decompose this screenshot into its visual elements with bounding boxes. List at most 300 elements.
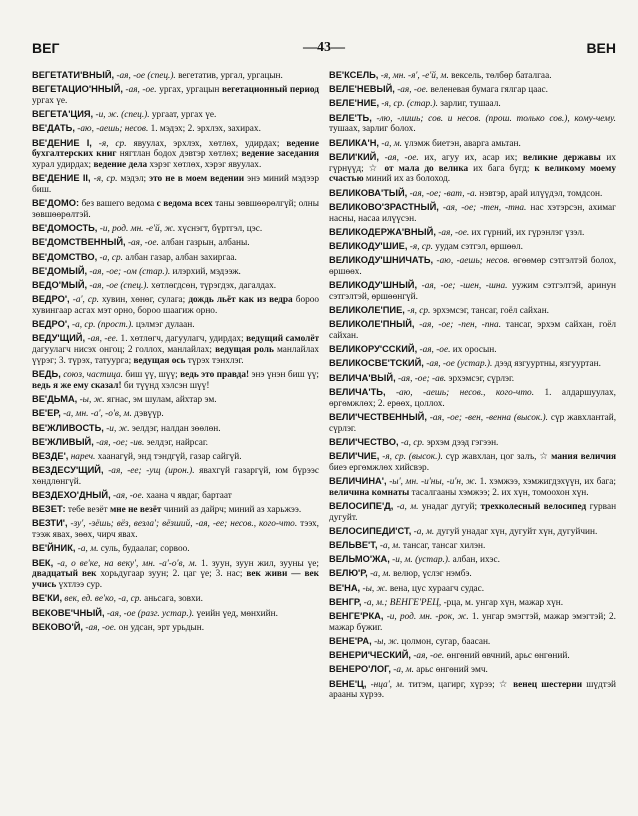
grammar-note: -я, ср. [93,174,118,185]
dictionary-entry [329,70,616,82]
dictionary-entry [32,70,319,82]
grammar-note: -а, о ве'ке, на веку', мн. -а'-о'в, м. [57,558,198,569]
dictionary-entry [329,241,616,253]
grammar-note: -ая, -ее. [87,334,119,345]
dictionary-entry [32,490,319,502]
dictionary-entry [329,358,616,370]
translation: эелдэг, налдан зөөлөн. [131,423,221,434]
translation: биш үү, шүү; [125,370,178,381]
translation: нэвтэр, арай илүүдэл, томдсон. [479,188,603,199]
page-header [32,40,616,60]
grammar-note: -а, ср. [400,437,425,448]
grammar-note: век, ед. ве'ко, -а, ср. [64,594,142,605]
translation: явуулах, эрхлэх, хөтлөх, удирдах; [133,138,280,149]
dictionary-entry [329,526,616,538]
headword: ВЕЛИЧА'ВЫЙ, [329,372,396,383]
dictionary-entry [32,408,319,420]
headword: ВЕГЕТА'ЦИЯ, [32,109,94,120]
grammar-note: -зу', -зёшь; вёз, везла'; вёзший, -ая, -ее; несов., кого-что. [70,519,298,530]
grammar-note: -ая, -ое; -ив. [96,437,145,448]
right-column [329,70,616,808]
headword: ВЕ'КСЕЛЬ, [329,70,379,80]
dictionary-entry [329,476,616,499]
dictionary-entry [329,554,616,566]
dictionary-entry [32,173,319,196]
headword: ВЕЛОСИПЕДИ'СТ, [329,525,412,536]
translation: арьс өнгөний эмч. [416,665,488,676]
translation: их бага бүгд; [473,163,530,174]
translation: олны зөвшөөрөлтэй. [32,199,319,221]
headword: ВЕЛИКА'Н, [329,137,380,148]
dictionary-entry [329,319,616,342]
dictionary-entry [32,518,319,541]
translation: албан газрын, албаны. [161,238,250,249]
headword: ВЕ'ДАТЬ, [32,123,75,134]
headword: ВЕЛЕ'ТЬ, [329,112,372,123]
translation: цолмон, сугар, баасан. [401,636,491,647]
dictionary-entry [329,650,616,662]
headword: ВЕЛЮ'Р, [329,568,368,579]
example-phrase: венец шестерни [513,679,583,690]
grammar-note: -я, ср. [98,138,127,149]
header-right-guide: ВЕН [586,40,616,56]
headword: ВЕНГР, [329,596,362,607]
dictionary-entry [329,84,616,96]
headword: ВЕДО'МЫЙ, [32,280,88,291]
headword: ВЕ'НА, [329,582,361,593]
dictionary-entry [32,451,319,463]
example-phrase: дождь льёт как из ведра [188,295,293,306]
grammar-note: -ая, -ое (спец.). [89,281,149,292]
translation: шүдтэй арааны хүрээ. [329,679,616,701]
headword: ВЕЛИ'ЧЕСТВЕННЫЙ, [329,411,427,422]
grammar-note: -ая, -ое; -ав. [398,373,447,384]
translation: ургах үе. [32,95,68,106]
dictionary-entry [32,504,319,516]
headword: ВЕЛИКОЛЕ'ПИЕ, [329,305,405,316]
translation: суль, будаалаг, сорвоо. [100,544,190,555]
translation: өнгөний өвчний, арьс өнгөний. [446,651,570,662]
dictionary-entry [329,679,616,702]
translation: хэрэг хөтлөх, хэрэг явуулах. [149,160,262,171]
dictionary-entry [32,198,319,221]
dictionary-entry [32,593,319,605]
translation: ургаат, ургах үе. [151,110,217,121]
translation: ягнас, эм шулам, айхтар эм. [106,395,217,406]
grammar-note: -я, ср. [407,306,431,317]
translation: хорьдугаар зуун; 2. цаг үе; 3. нас; [100,569,243,580]
translation: их гүрний, их гүрэнлэг үзэл. [471,227,585,238]
grammar-note: -а, м. [413,526,435,537]
dictionary-entry [32,123,319,135]
headword: ВЕЛИКОДУ'ШНЫЙ, [329,280,418,291]
headword: ВЕГЕТАЦИО'ННЫЙ, [32,84,123,95]
translation: аньсага, зовхи. [144,594,203,605]
translation: үхтлээ сур. [58,580,103,591]
headword: ВЕЛИЧА'ТЬ, [329,386,386,397]
headword: ВЕЗДЕХО'ДНЫЙ, [32,490,111,501]
dictionary-entry [329,437,616,449]
headword: ВЕЛИ'ЧИЕ, [329,450,380,461]
grammar-note: -а, м. [370,569,391,580]
translation: титэм, цагирг, хүрээ; ☆ [408,679,509,690]
example-phrase: мне не везёт [109,505,162,516]
translation: хүснэгт, бүртгэл, цэс. [177,224,263,235]
headword: ВЕК, [32,557,54,568]
translation: их гүрнүүд; ☆ [329,152,616,174]
example-phrase: вегетационный период [221,85,319,96]
grammar-note: -а', ср. [72,295,99,306]
grammar-note: -ы, ж. [79,395,105,406]
translation: велюр, үслэг нэмбэ. [393,569,472,580]
dictionary-entry [32,237,319,249]
example-phrase: ведущая роль [215,345,274,356]
dictionary-entry [329,255,616,278]
translation: энэ миний мэдээр биш. [32,174,319,196]
translation: таны зөвшөөрөлгүй; [215,199,297,210]
translation: эрхэмсэг, сүрлэг. [448,373,515,384]
translation: хөтлөгдсөн, түрэгдэх, дагалдах. [151,281,277,292]
translation: 1. зуун, зуун жил, зууны үе; [200,558,319,569]
grammar-note: -ая, -ое. [125,85,157,96]
example-phrase: мания величия [551,451,616,462]
translation: тансаг, тансаг хилэн. [402,541,486,552]
headword: ВЕЛИКОДЕРЖА'ВНЫЙ, [329,226,436,237]
example-phrase: великие державы [522,152,601,163]
translation: хувин, хөнөг, сулага; [102,295,186,306]
translation: вена, цус хураагч судас. [389,583,485,594]
translation: өгөөмөр сэтгэлтэй болох, өршөөх. [329,256,616,277]
translation: албан, ихэс. [452,555,500,566]
example-phrase: ведение бухгалтерских книг [32,138,319,160]
grammar-note: -ая, -ое. [413,651,445,662]
translation: биеэ ергөмжлөх хийсвэр. [329,462,430,473]
dictionary-entry [329,611,616,634]
example-phrase: трехколесный велосипед [480,501,587,512]
example-phrase: двадцатый век [32,569,97,580]
headword: ВЕЛИКОЛЕ'ПНЫЙ, [329,319,415,330]
dictionary-entry [329,113,616,136]
dictionary-entry [32,266,319,278]
translation: 1. хөтлөгч, дагуулагч, удирдах; [120,334,244,345]
translation: түрэх тэнхлэг. [187,356,244,366]
translation: илэрхий, мэдээж. [172,266,241,277]
translation: цэлмэг дулаан. [135,320,195,331]
grammar-note: -нца', м. [370,679,405,690]
translation: уудам сэтгэл, өршөөл. [435,241,523,252]
translation: эелдэг, найрсаг. [146,437,208,448]
translation: тансаг, эрхэм сайхан, гоёл сайхан. [329,320,616,342]
translation: мэдэл; [120,174,147,185]
translation: дэвүүр. [134,409,164,420]
headword: ВЕГЕТАТИ'ВНЫЙ, [32,70,115,80]
translation: эрхэмсэг, тансаг, гоёл сайхан. [432,306,549,317]
headword: ВЕ'ДОМСТВО, [32,251,98,262]
dictionary-entry [329,597,616,609]
grammar-note: -и, род. мн. -рок, ж. [386,612,469,622]
headword: ВЕЛЕ'НИЕ, [329,98,380,109]
translation: сүр жавхлан, цог залъ, ☆ [445,451,549,462]
grammar-note: -я, ср. (высок.). [382,451,443,462]
grammar-note: -аю, -аешь; несов. [77,124,149,135]
translation: энэ үнэн биш үү; [251,370,319,381]
translation: хаанагүй, энд тэндгүй, газар сайгүй. [97,451,242,462]
dictionary-entry [329,583,616,595]
example-phrase: величина комнаты [329,487,410,498]
grammar-note: -ая, -ое. [113,491,144,502]
dictionary-entry [32,294,319,317]
header-left-guide: ВЕГ [32,40,60,56]
headword: ВЕЗДЕСУ'ЩИЙ, [32,465,104,476]
grammar-note: -ая, -ое; -ом (стар.). [89,266,171,277]
grammar-note: -ы, ж. [374,636,400,647]
translation: нас хэтэрсэн, ахимаг насны, насаа илүүсэн. [329,202,616,224]
dictionary-entry [329,202,616,225]
dictionary-entry [32,84,319,107]
translation: хурал удирдах; [32,160,92,171]
translation: албан газар, албан захиргаа. [125,252,237,263]
grammar-note: -я, ср. [409,241,433,252]
grammar-note: -а, мн. -а', -о'в, м. [63,409,132,420]
example-phrase: век живи — век учись [32,569,319,591]
dictionary-entry [32,319,319,331]
dictionary-entry [329,152,616,185]
grammar-note: -ая, -ое. [419,345,451,356]
translation: гялгар цаас. [500,85,548,96]
dictionary-entry [32,465,319,488]
translation: явахгүй газаргүй, юм бүрээс хөндлөнгүй. [32,466,319,487]
grammar-note: -ая, -ое; -тен, -тна. [442,202,527,213]
headword: ВЕЛИКОВО'ЗРАСТНЫЙ, [329,201,439,212]
headword: ВЕЛИКОДУ'ШНИЧАТЬ, [329,255,434,266]
dictionary-entry [32,437,319,449]
dictionary-entry [329,636,616,648]
headword: ВЕЛОСИПЕ'Д, [329,500,394,511]
grammar-note: -аю, -аешь; несов., кого-что. [395,387,535,398]
headword: ВЕ'ЕР, [32,408,61,419]
headword: ВЕНЕРО'ЛОГ, [329,664,391,675]
headword: ВЕНЕ'Ц, [329,678,367,689]
grammar-note: -ая, -ое (спец.). [116,71,176,81]
headword: ВЕЛИКОСВЕ'ТСКИЙ, [329,358,424,369]
dictionary-entry [329,373,616,385]
dictionary-entry [32,558,319,591]
headword: ВЕ'ДОМОСТЬ, [32,223,98,234]
translation: эрхэм дээд гэгээн. [426,437,499,448]
dictionary-entry [329,387,616,410]
dictionary-entry [329,568,616,580]
headword: ВЕЛИКОРУ'ССКИЙ, [329,344,418,355]
headword: ВЕЛЕ'НЕВЫЙ, [329,84,395,95]
dictionary-entry [32,394,319,406]
translation: 1. унгар эмэгтэй, мажар эмэгтэй; 2. мажар бүжиг. [329,612,616,633]
example-phrase: ведущая ось [133,356,186,366]
translation: зарлиг, тушаал. [440,99,501,110]
headword: ВЕДУ'ЩИЙ, [32,333,86,344]
translation: их, агуу их, асар их; [424,152,518,163]
headword: ВЕ'ЖЛИВЫЙ, [32,436,94,447]
headword: ВЕЛИКОВА'ТЫЙ, [329,187,408,198]
grammar-note: -ая, -ое (разг. устар.). [106,608,195,619]
headword: ВЕЗТИ', [32,518,68,529]
dictionary-entry [32,252,319,264]
translation: веленевая бумага [430,85,499,96]
example-phrase: к великому моему счастью [329,163,616,185]
translation: гурван дугуйт. [329,501,616,523]
example-phrase: это не в моем ведении [149,174,245,185]
translation: он удсан, эрт урьдын. [118,622,205,633]
grammar-note: -и, род. мн. -е'й, ж. [99,224,176,235]
dictionary-entry [329,344,616,356]
translation: чиний аз дайрч; [163,505,227,516]
headword: ВЕЛЬМО'ЖА, [329,554,390,565]
grammar-note: -а, ср. [99,252,124,263]
dictionary-entry [329,227,616,239]
headword: ВЕ'ДЕНИЕ II, [32,173,91,184]
translation: 1. хэмжээ, хэмжигдэхүүн, их бага; [479,476,616,487]
grammar-note: -ы, ж. [362,583,388,594]
headword: ВЕ'ЖЛИВОСТЬ, [32,422,104,433]
grammar-note: -я, мн. -я', -е'й, м. [380,71,449,81]
dictionary-entry [329,305,616,317]
dictionary-entry [32,333,319,366]
dictionary-entry [329,540,616,552]
dictionary-entry [329,98,616,110]
translation: тебе везёт [67,505,108,516]
page-number: —43— [303,40,345,55]
translation: дугуй унадаг хүн, дугуйт хүн, дугуйчин. [436,526,598,537]
grammar-note: -аю, -аешь; несов. [436,256,510,267]
translation: хаана ч явдаг, бартаат [146,491,232,502]
grammar-note: -и, ж. [106,423,130,434]
grammar-note: -и, м. (устар.). [392,555,451,566]
translation: унадаг дугуй; [421,501,478,512]
translation: 1. мэдэх; 2. эрхлэх, захирах. [150,124,261,135]
grammar-note: -а, м.; ВЕНГЕ'РЕЦ, [363,597,442,608]
grammar-note: -ая, -ое. [438,227,470,238]
grammar-note: -ы', мн. -и'ны, -и'н, ж. [389,476,477,487]
grammar-note: -ая, -ое. [397,85,429,96]
dictionary-entry [32,608,319,620]
translation: тушаах, зарлиг болох. [329,124,416,135]
dictionary-entry [329,138,616,150]
translation: -рца, м. унгар хүн, мажар хүн. [443,597,564,608]
headword: ВЕНЕРИ'ЧЕСКИЙ, [329,650,411,661]
grammar-note: -а, м. [77,544,99,555]
headword: ВЕЛИЧИНА', [329,475,387,486]
translation: 1. алдаршуулах, өргөмжлөх; 2. ерөөх, цоллох. [329,387,616,409]
grammar-note: -ая, -ее; -ущ (ирон.). [108,466,195,477]
example-phrase: ведущий самолёт [246,334,319,345]
example-phrase: ведение дела [93,160,148,171]
translation: дээд язгууртны, язгууртан. [494,359,601,370]
example-phrase: с ведома всех [156,199,213,210]
translation: манлайлах үүрэг; 3. түрэх, татуурга; [32,345,319,366]
translation: үеийн үед, мөнхийн. [196,608,278,619]
headword: ВЕЛИ'КИЙ, [329,151,379,162]
grammar-note: -ая, -ое; -шен, -шна. [421,281,508,292]
headword: ВЕДЬ, [32,369,61,380]
dictionary-entry [32,423,319,435]
headword: ВЕКОВЕ'ЧНЫЙ, [32,607,105,618]
headword: ВЕКОВО'Й, [32,621,84,632]
translation: дагуулагч нисэх онгоц; 2 голлох, манлайлах; [32,345,213,356]
dictionary-entry [32,109,319,121]
dictionary-entry [329,280,616,303]
dictionary-entry [32,543,319,555]
translation: вексель, төлбөр баталгаа. [451,71,552,81]
dictionary-entry [32,223,319,235]
translation: ургах, ургацын [159,85,220,96]
translation: миний их аз болоход. [365,174,451,185]
grammar-note: -ая, -ое. [127,238,159,249]
headword: ВЕНГЕ'РКА, [329,611,384,621]
dictionary-entry [32,138,319,171]
translation: нягтлан бодох дэвтэр хөтлөх; [119,149,239,160]
headword: ВЕ'ДОМСТВЕННЫЙ, [32,237,126,248]
headword: ВЕ'ДЕНИЕ I, [32,137,92,148]
translation: тасалгааны хэмжээ; 2. их хүн, томоохон хүн. [411,487,589,498]
headword: ВЕЗЕТ: [32,504,66,515]
grammar-note: -а, м. [393,665,414,676]
headword: ВЕЗДЕ', [32,450,69,461]
headword: ВЕНЕ'РА, [329,635,372,646]
headword: ВЕДРО', [32,319,70,330]
headword: ВЕ'КИ, [32,593,63,604]
grammar-note: нареч. [70,451,96,462]
dictionary-entry [32,369,319,392]
grammar-note: -а, м. [379,541,401,552]
example-phrase: от мала до велика [384,163,469,174]
headword: ВЕ'ДЬМА, [32,394,78,405]
dictionary-entry [329,188,616,200]
translation: би түүнд хэлсэн шүү! [123,380,210,391]
example-phrase: ведь я же ему сказал! [32,380,122,391]
headword: ВЕЛЬВЕ'Т, [329,540,378,551]
dictionary-entry [329,501,616,524]
grammar-note: -лю, -лишь; сов. и несов. (прош. только сов.), кому-чему. [376,113,616,124]
grammar-note: -а, ср. (прост.). [71,320,134,331]
dictionary-entry [329,412,616,435]
grammar-note: -ая, -ое (устар.). [426,359,493,370]
headword: ВЕДРО', [32,294,70,305]
translation: уужим сэтгэлтэй, аринун сэтгэлтэй, өршөөнгүй. [329,281,616,302]
dictionary-entry [329,451,616,474]
headword: ВЕ'ЙНИК, [32,543,76,554]
grammar-note: -а, м. [396,501,419,512]
example-phrase: ведение заседания [241,149,319,160]
translation: үлэмж биетэн, аварга амьтан. [404,138,521,149]
grammar-note: -ая, -ое; -ват, -а. [409,188,477,199]
columns [32,70,616,808]
dictionary-entry [32,622,319,634]
headword: ВЕЛИ'ЧЕСТВО, [329,436,399,447]
headword: ВЕЛИКОДУ'ШИЕ, [329,240,408,251]
headword: ВЕ'ДОМЫЙ, [32,265,88,276]
grammar-note: союз, частица. [63,370,123,381]
grammar-note: -ая, -ое; -вен, -венна (высок.). [429,412,548,423]
grammar-note: -ая, -ое. [85,622,117,633]
dictionary-entry [32,280,319,292]
translation: вегетатив, ургал, ургацын. [178,71,283,81]
translation: бороо хувингаар асгах мэт орно, бороо шаагиж орно. [32,295,319,317]
grammar-note: -я, ср. (стар.). [381,99,438,110]
grammar-note: -ая, -ое; -пен, -пна. [419,320,502,331]
translation: их оросын. [452,345,497,356]
left-column [32,70,319,808]
grammar-note: -ая, -ое. [384,152,419,163]
grammar-note: -и, ж. (спец.). [95,110,150,121]
